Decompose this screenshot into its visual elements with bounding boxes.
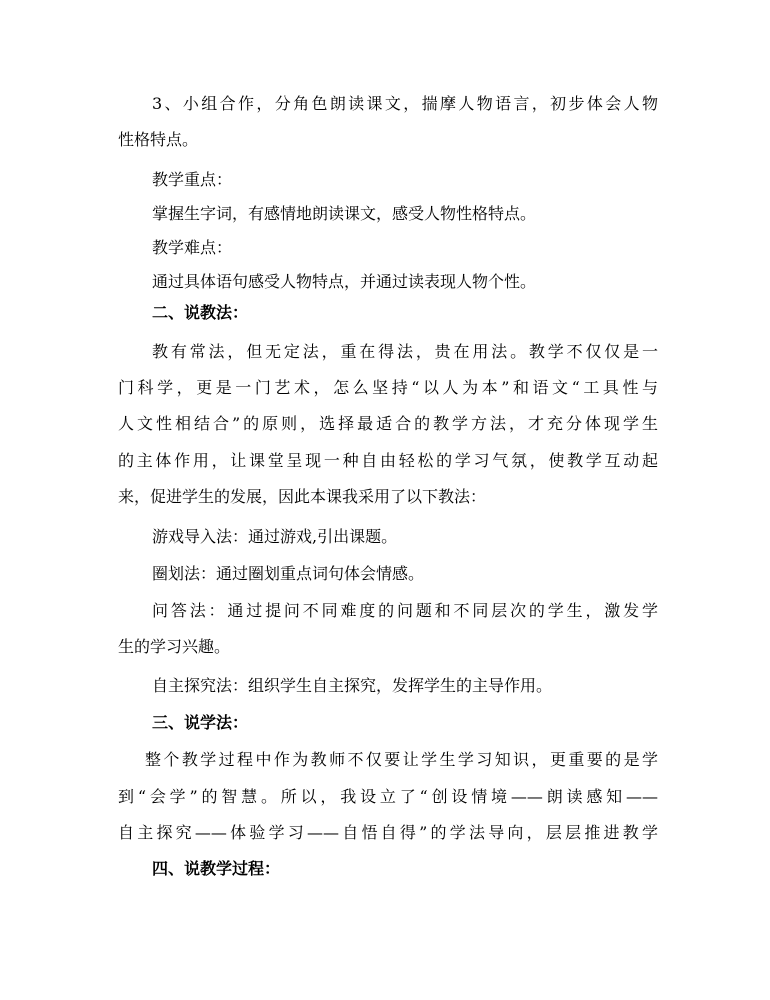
section-3-para-line-1: 整个教学过程中作为教师不仅要让学生学习知识，更重要的是学	[145, 750, 658, 769]
method-explore: 自主探究法：组织学生自主探究，发挥学生的主导作用。	[152, 676, 553, 695]
key-points-label: 教学重点：	[152, 170, 233, 189]
section-3-heading: 三、说学法：	[152, 713, 249, 732]
difficulties-label: 教学难点：	[152, 238, 233, 257]
section-2-para-line-4: 的主体作用，让课堂呈现一种自由轻松的学习气氛，使教学互动起	[118, 451, 658, 470]
section-2-para-line-2: 门科学，更是一门艺术，怎么坚持“以人为本”和语文“工具性与	[118, 378, 658, 397]
section-3-para-line-2: 到“会学”的智慧。所以，我设立了“创设情境——朗读感知——	[118, 787, 658, 806]
objective-3-line-1: 3、小组合作，分角色朗读课文，揣摩人物语言，初步体会人物	[152, 94, 658, 113]
section-3-para-line-3: 自主探究——体验学习——自悟自得”的学法导向，层层推进教学	[118, 823, 658, 842]
section-2-para-line-3: 人文性相结合”的原则，选择最适合的教学方法，才充分体现学生	[118, 414, 658, 433]
key-points-text: 掌握生字词，有感情地朗读课文，感受人物性格特点。	[152, 204, 537, 223]
difficulties-text: 通过具体语句感受人物特点，并通过读表现人物个性。	[152, 272, 537, 291]
method-qa-line-1: 问答法：通过提问不同难度的问题和不同层次的学生，激发学	[152, 601, 658, 620]
section-2-para-line-5: 来，促进学生的发展，因此本课我采用了以下教法：	[118, 487, 487, 506]
method-qa-line-2: 生的学习兴趣。	[118, 637, 231, 656]
method-circle: 圈划法：通过圈划重点词句体会情感。	[152, 564, 425, 583]
section-2-heading: 二、说教法：	[152, 303, 249, 322]
method-game: 游戏导入法：通过游戏,引出课题。	[152, 527, 398, 546]
section-2-para-line-1: 教有常法，但无定法，重在得法，贵在用法。教学不仅仅是一	[152, 342, 658, 361]
section-4-heading: 四、说教学过程：	[152, 859, 281, 878]
objective-3-line-2: 性格特点。	[118, 130, 199, 149]
